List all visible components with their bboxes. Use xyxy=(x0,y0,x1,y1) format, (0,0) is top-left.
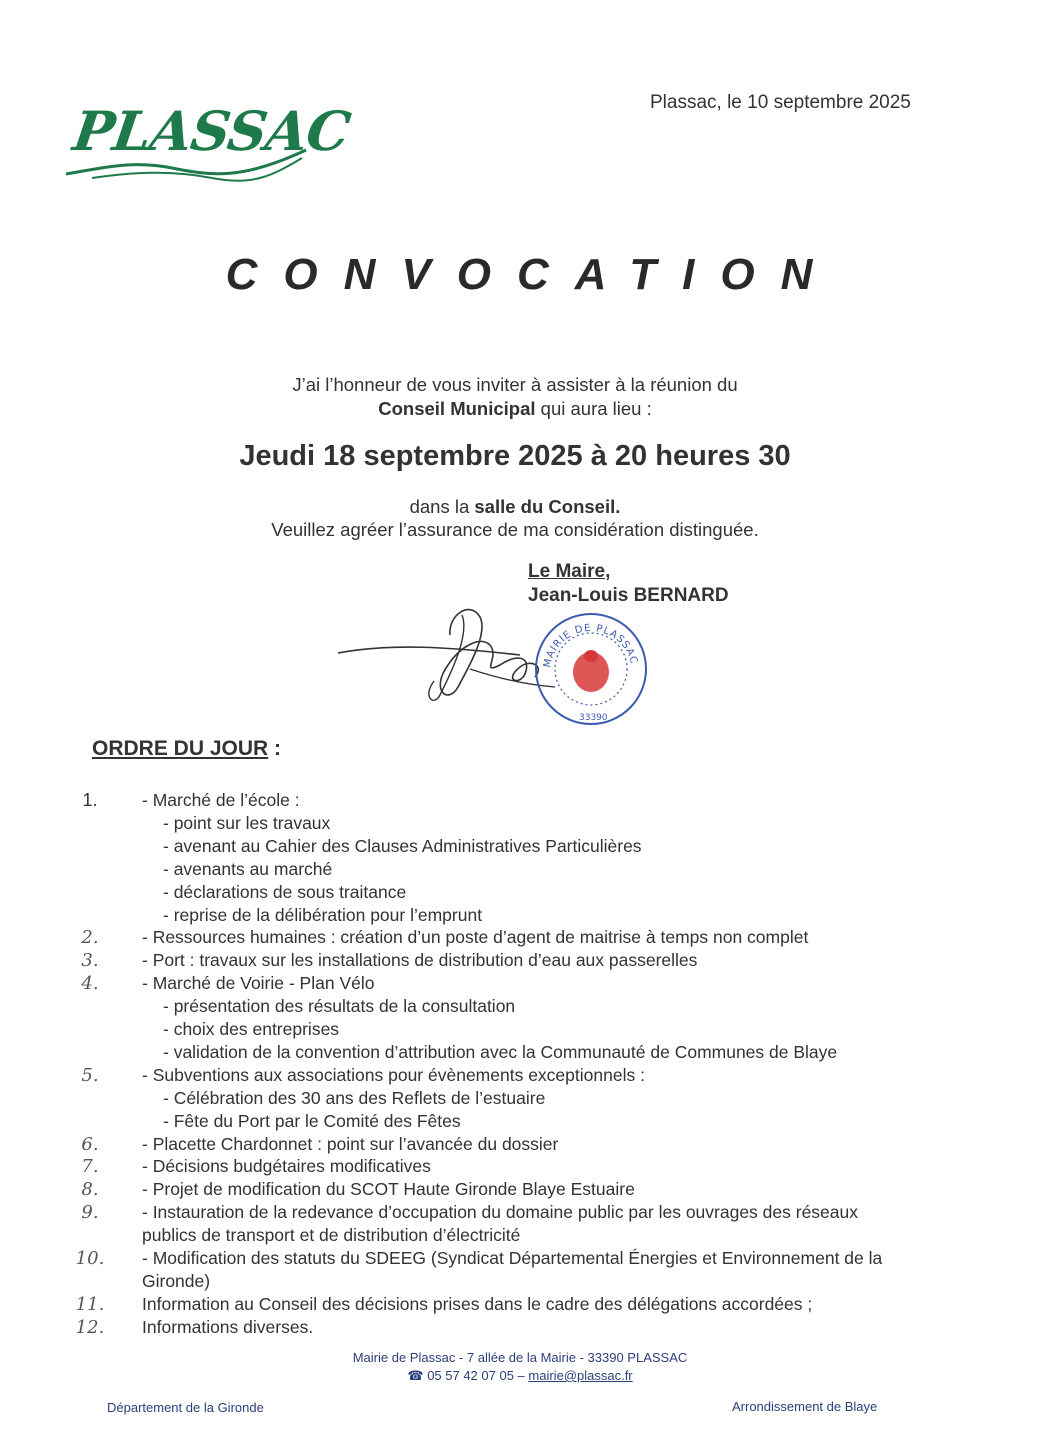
agenda-item-text: - Port : travaux sur les installations de distribution d’eau aux passerelles xyxy=(142,950,698,971)
agenda-row xyxy=(0,950,1024,973)
agenda-row xyxy=(0,1225,1024,1248)
agenda-row xyxy=(0,790,1024,813)
agenda-item-text: - avenants au marché xyxy=(163,858,333,879)
agenda-row xyxy=(0,1317,1024,1340)
document-title: CONVOCATION xyxy=(225,250,839,299)
agenda-row xyxy=(0,836,1024,859)
svg-text:PLASSAC: PLASSAC xyxy=(69,99,354,163)
agenda-row xyxy=(0,1065,1024,1088)
mairie-stamp xyxy=(532,610,650,728)
footer-email-link[interactable]: mairie@plassac.fr xyxy=(528,1368,633,1383)
stamp-graphic xyxy=(532,610,650,728)
agenda-row xyxy=(0,1179,1024,1202)
agenda-heading xyxy=(92,737,281,761)
agenda-row xyxy=(0,905,1024,928)
footer-phone: 05 57 42 07 05 xyxy=(427,1368,514,1383)
agenda-heading-colon: : xyxy=(268,737,282,760)
agenda-item-text: - Modification des statuts du SDEEG (Syndicat Départemental Énergies et Environnement de la xyxy=(142,1248,883,1268)
agenda-item-text: - Célébration des 30 ans des Reflets de l’estuaire xyxy=(163,1087,546,1108)
signer-name: Jean-Louis BERNARD xyxy=(528,585,729,606)
agenda-row xyxy=(0,1019,1024,1042)
intro-line-2 xyxy=(0,398,1030,420)
agenda-item-text: - Instauration de la redevance d’occupation du domaine public par les ouvrages des réseaux xyxy=(142,1202,859,1223)
agenda-item-number: 2. xyxy=(81,927,99,949)
agenda-item-number: 8. xyxy=(81,1179,99,1201)
venue-name: salle du Conseil. xyxy=(474,496,621,517)
agenda-item-text: - choix des entreprises xyxy=(163,1019,340,1039)
intro-line-2-rest: qui aura lieu : xyxy=(535,398,652,419)
agenda-item-text: - validation de la convention d’attribution avec la Communauté de Communes de Blaye xyxy=(163,1041,838,1062)
agenda-row xyxy=(0,1111,1024,1134)
svg-text:MAIRIE DE PLASSAC: MAIRIE DE PLASSAC xyxy=(542,622,640,669)
agenda-row xyxy=(0,1088,1024,1111)
agenda-heading-text: ORDRE DU JOUR xyxy=(92,737,269,760)
place-date: Plassac, le 10 septembre 2025 xyxy=(650,92,911,113)
agenda-row xyxy=(0,813,1024,836)
agenda-item-text: Informations diverses. xyxy=(142,1316,314,1337)
intro-line-1: J’ai l’honneur de vous inviter à assister à la réunion du xyxy=(292,374,738,395)
agenda-item-text: - Ressources humaines : création d’un poste d’agent de maitrise à temps non complet xyxy=(142,927,809,948)
agenda-row xyxy=(0,927,1024,950)
agenda-item-number: 1. xyxy=(82,790,98,810)
agenda-item-number: 10. xyxy=(75,1248,105,1269)
agenda-row xyxy=(0,1156,1024,1179)
footer-department: Département de la Gironde xyxy=(107,1400,264,1415)
agenda-row xyxy=(0,1202,1024,1225)
handwritten-signature xyxy=(330,595,560,725)
agenda-row xyxy=(0,1294,1024,1317)
agenda-item-number: 5. xyxy=(81,1064,99,1086)
venue-line xyxy=(0,496,1030,518)
signature-graphic xyxy=(330,595,560,725)
footer-separator: – xyxy=(513,1368,529,1383)
agenda-item-text: Information au Conseil des décisions prises dans le cadre des délégations accordées ; xyxy=(142,1293,813,1314)
regards-line: Veuillez agréer l’assurance de ma considération distinguée. xyxy=(271,519,759,540)
agenda-item-number: 9. xyxy=(81,1202,99,1224)
agenda-item-number: 7. xyxy=(81,1156,99,1178)
footer-address: Mairie de Plassac - 7 allée de la Mairie - 33390 PLASSAC xyxy=(352,1350,688,1365)
meeting-date: Jeudi 18 septembre 2025 à 20 heures 30 xyxy=(239,440,791,472)
footer-arrondissement: Arrondissement de Blaye xyxy=(732,1399,878,1414)
agenda-row xyxy=(0,1134,1024,1157)
footer-contact xyxy=(0,1368,1040,1384)
agenda-item-text: - reprise de la délibération pour l’emprunt xyxy=(163,904,483,925)
plassac-logo-graphic xyxy=(62,88,354,188)
agenda-item-number: 11. xyxy=(75,1293,105,1315)
agenda-item-text: - Subventions aux associations pour évènements exceptionnels : xyxy=(142,1064,645,1085)
agenda-item-text: - point sur les travaux xyxy=(163,812,331,833)
phone-icon: ☎ xyxy=(407,1368,424,1383)
agenda-row xyxy=(0,1271,1024,1294)
agenda-item-text: - Marché de l’école : xyxy=(142,790,300,810)
agenda-row xyxy=(0,973,1024,996)
agenda-row xyxy=(0,1042,1024,1065)
venue-prefix: dans la xyxy=(409,496,475,517)
agenda-item-number: 6. xyxy=(81,1133,99,1155)
agenda-item-text: - Décisions budgétaires modificatives xyxy=(142,1156,431,1177)
agenda-item-number: 4. xyxy=(81,973,99,995)
agenda-item-text: - présentation des résultats de la consultation xyxy=(163,996,516,1017)
council-name: Conseil Municipal xyxy=(378,398,536,419)
agenda-item-number: 12. xyxy=(75,1316,105,1338)
agenda-row xyxy=(0,882,1024,905)
agenda-row xyxy=(0,996,1024,1019)
agenda-row xyxy=(0,859,1024,882)
agenda-item-text: - avenant au Cahier des Clauses Administratives Particulières xyxy=(163,835,642,856)
agenda-item-text: - Fête du Port par le Comité des Fêtes xyxy=(163,1110,461,1131)
agenda-item-number: 3. xyxy=(81,950,99,972)
agenda-row xyxy=(0,1248,1024,1271)
agenda-item-text: - Marché de Voirie - Plan Vélo xyxy=(142,973,375,994)
svg-text:33390: 33390 xyxy=(579,713,608,723)
signer-role: Le Maire, xyxy=(528,561,611,582)
agenda-item-text: publics de transport et de distribution d’électricité xyxy=(142,1225,521,1246)
plassac-logo xyxy=(62,88,354,188)
agenda-item-text: Gironde) xyxy=(142,1270,211,1291)
agenda-item-text: - Projet de modification du SCOT Haute Gironde Blaye Estuaire xyxy=(142,1179,635,1200)
agenda-item-text: - déclarations de sous traitance xyxy=(163,881,407,902)
agenda-item-text: - Placette Chardonnet : point sur l’avancée du dossier xyxy=(142,1133,559,1154)
